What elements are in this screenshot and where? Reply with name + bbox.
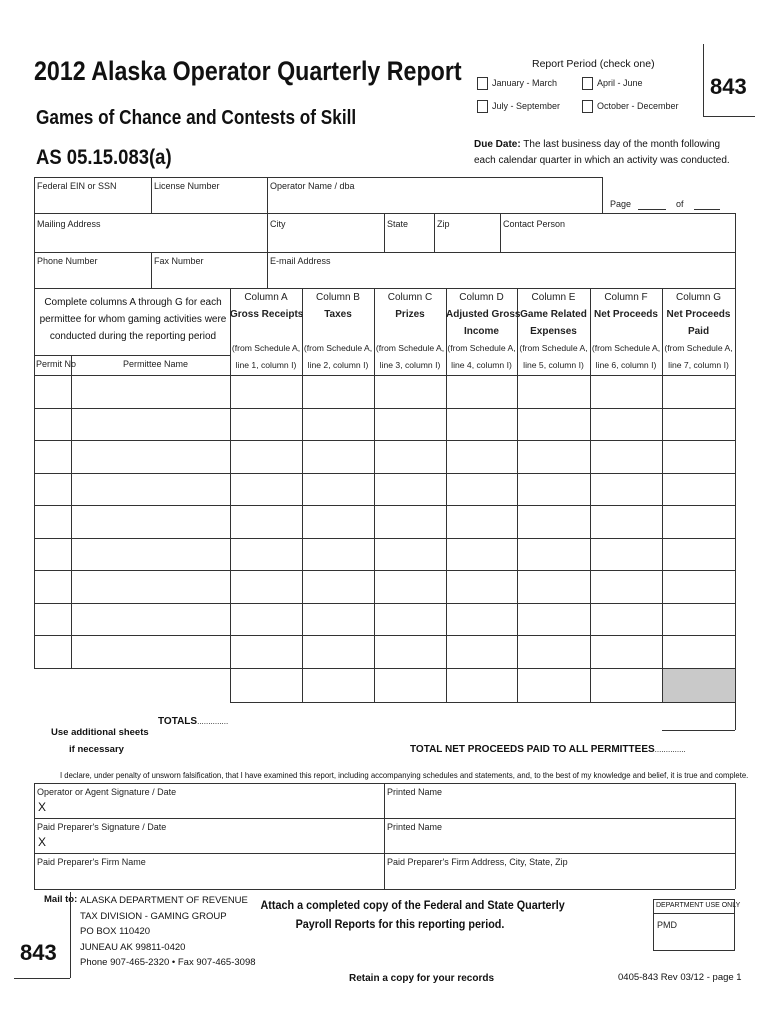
column-header-b: [302, 289, 374, 374]
operator-input[interactable]: [269, 192, 600, 211]
use-additional-line-2: if necessary: [69, 744, 124, 755]
table-cell[interactable]: [663, 441, 734, 472]
period-q4-label: October - December: [597, 101, 679, 111]
email-field-label: E-mail Address: [270, 256, 331, 266]
mail-to-label: Mail to:: [44, 894, 78, 905]
total-net-bottom-border: [662, 730, 735, 731]
table-cell[interactable]: [663, 474, 734, 505]
state-divider: [384, 213, 385, 252]
table-cell[interactable]: [518, 636, 589, 667]
column-header-col: Column F: [604, 292, 648, 303]
table-cell[interactable]: [72, 506, 229, 537]
table-cell[interactable]: [375, 539, 445, 570]
department-use-label: DEPARTMENT USE ONLY: [656, 902, 741, 909]
table-cell[interactable]: [447, 441, 516, 472]
table-cell[interactable]: [375, 474, 445, 505]
column-header-name2: Expenses: [530, 326, 577, 337]
address-line-4: JUNEAU AK 99811-0420: [80, 941, 186, 953]
table-cell[interactable]: [231, 604, 301, 635]
table-cell[interactable]: [447, 376, 516, 407]
table-column-divider: [735, 288, 736, 730]
fax-input[interactable]: [153, 268, 265, 287]
instructions-line-1: Complete columns A through G for each: [44, 297, 222, 308]
use-additional-line-1: Use additional sheets: [51, 727, 149, 738]
column-header-from2: line 3, column I): [379, 360, 441, 370]
period-q2-checkbox[interactable]: [582, 77, 593, 90]
sig-mid-border: [384, 783, 385, 889]
table-cell[interactable]: [72, 539, 229, 570]
address-line-5: Phone 907-465-2320 • Fax 907-465-3098: [80, 957, 256, 969]
table-cell[interactable]: [375, 441, 445, 472]
totals-bottom-border: [230, 702, 735, 703]
city-divider: [267, 213, 268, 252]
table-cell[interactable]: [303, 474, 373, 505]
phone-divider: [151, 252, 152, 288]
due-date-text-1: The last business day of the month following: [523, 139, 721, 150]
table-cell[interactable]: [231, 376, 301, 407]
table-cell[interactable]: [72, 409, 229, 440]
table-cell[interactable]: [447, 539, 516, 570]
sig-right-border: [735, 783, 736, 889]
table-cell[interactable]: [303, 409, 373, 440]
mailing-input[interactable]: [36, 231, 265, 250]
printed-name-label: Printed Name: [387, 787, 443, 797]
column-header-c: [374, 289, 446, 374]
table-cell[interactable]: [35, 571, 70, 602]
printed-name-2-label: Printed Name: [387, 822, 443, 832]
page-subtitle: Games of Chance and Contests of Skill: [36, 107, 357, 129]
info-right-border: [735, 213, 736, 288]
table-cell[interactable]: [35, 441, 70, 472]
column-header-from1: (from Schedule A,: [375, 343, 445, 353]
table-cell[interactable]: [518, 539, 589, 570]
instructions-line-2: permittee for whom gaming activities were: [39, 314, 227, 325]
table-cell[interactable]: [303, 441, 373, 472]
table-cell[interactable]: [518, 506, 589, 537]
totals-cell[interactable]: [375, 669, 445, 701]
period-q2-label: April - June: [597, 78, 643, 88]
table-cell[interactable]: [72, 474, 229, 505]
info-row3-border: [34, 252, 735, 253]
printed-name-input[interactable]: [386, 799, 733, 817]
permit-header-divider: [34, 355, 230, 356]
operator-sig-x: X: [38, 800, 47, 814]
footer-form-number: 843: [20, 940, 57, 965]
column-header-from1: (from Schedule A,: [447, 343, 516, 353]
fax-field-label: Fax Number: [154, 256, 204, 266]
column-header-from1: (from Schedule A,: [591, 343, 661, 353]
table-cell[interactable]: [72, 604, 229, 635]
table-cell[interactable]: [35, 539, 70, 570]
table-cell[interactable]: [663, 376, 734, 407]
table-cell[interactable]: [663, 604, 734, 635]
due-date-text-2: each calendar quarter in which an activity was conducted.: [474, 155, 730, 166]
due-date: [474, 137, 730, 169]
column-header-col: Column G: [675, 292, 721, 303]
column-header-name1: Net Proceeds: [594, 309, 658, 320]
contact-input[interactable]: [502, 231, 733, 250]
table-cell[interactable]: [591, 409, 661, 440]
table-cell[interactable]: [35, 604, 70, 635]
table-cell[interactable]: [447, 506, 516, 537]
mail-to-divider: [70, 892, 71, 978]
mailing-address-block: [80, 893, 256, 971]
column-header-from2: line 6, column I): [595, 360, 657, 370]
column-header-name2: Paid: [687, 326, 710, 337]
table-cell[interactable]: [591, 441, 661, 472]
table-cell[interactable]: [375, 604, 445, 635]
column-header-from1: (from Schedule A,: [231, 343, 301, 353]
table-cell[interactable]: [447, 474, 516, 505]
table-cell[interactable]: [375, 409, 445, 440]
table-cell[interactable]: [591, 506, 661, 537]
column-header-from1: (from Schedule A,: [303, 343, 373, 353]
info-left-border: [34, 177, 35, 288]
operator-field-label: Operator Name / dba: [270, 181, 355, 191]
table-cell[interactable]: [231, 506, 301, 537]
totals-cell[interactable]: [231, 669, 301, 701]
table-cell[interactable]: [518, 376, 589, 407]
operator-sig-label: Operator or Agent Signature / Date: [37, 787, 177, 797]
address-line-3: PO BOX 110420: [80, 926, 151, 938]
ein-divider: [151, 177, 152, 213]
table-cell[interactable]: [447, 409, 516, 440]
zip-field-label: Zip: [437, 219, 450, 229]
table-cell[interactable]: [231, 636, 301, 667]
table-cell[interactable]: [303, 376, 373, 407]
phone-input[interactable]: [36, 268, 149, 287]
table-cell[interactable]: [231, 409, 301, 440]
table-cell[interactable]: [303, 506, 373, 537]
totals-cell[interactable]: [518, 669, 589, 701]
operator-right-border: [602, 177, 603, 213]
column-header-name1: Game Related: [520, 309, 587, 320]
declaration-text: I declare, under penalty of unsworn falsification, that I have examined this report, including accompanying schedules and statements, and, to the best of my knowledge and belief, it is true and complete.: [60, 770, 749, 780]
table-top-border: [34, 288, 735, 289]
instructions-line-3: conducted during the reporting period: [49, 331, 217, 342]
table-cell[interactable]: [72, 571, 229, 602]
firm-name-label: Paid Preparer's Firm Name: [37, 857, 146, 867]
table-cell[interactable]: [303, 604, 373, 635]
city-input[interactable]: [269, 231, 382, 250]
page-input-line[interactable]: [638, 209, 666, 210]
of-input-line[interactable]: [694, 209, 720, 210]
table-cell[interactable]: [231, 539, 301, 570]
preparer-sig-input[interactable]: [52, 834, 382, 852]
period-q1-label: January - March: [492, 78, 558, 88]
column-header-name1: Adjusted Gross: [446, 309, 521, 320]
table-instructions: [36, 294, 230, 345]
firm-name-input[interactable]: [36, 869, 382, 887]
department-use-divider: [653, 913, 735, 914]
table-cell[interactable]: [591, 539, 661, 570]
form-number: 843: [710, 74, 747, 99]
zip-input[interactable]: [436, 231, 498, 250]
printed-name-2-input[interactable]: [386, 834, 733, 852]
ein-input[interactable]: [36, 192, 149, 211]
table-cell[interactable]: [303, 571, 373, 602]
table-cell[interactable]: [231, 474, 301, 505]
form-number-underline: [703, 116, 755, 117]
table-cell[interactable]: [447, 604, 516, 635]
period-q3-label: July - September: [492, 101, 561, 111]
column-header-col: Column E: [531, 292, 576, 303]
pmd-label: PMD: [657, 920, 677, 930]
table-cell[interactable]: [35, 409, 70, 440]
firm-address-input[interactable]: [386, 869, 733, 887]
totals-text: TOTALS: [158, 716, 198, 727]
table-cell[interactable]: [375, 376, 445, 407]
firm-address-label: Paid Preparer's Firm Address, City, State, Zip: [387, 857, 568, 867]
table-cell[interactable]: [72, 636, 229, 667]
of-label: of: [676, 199, 684, 209]
preparer-sig-label: Paid Preparer's Signature / Date: [37, 822, 167, 832]
table-cell[interactable]: [663, 636, 734, 667]
table-cell[interactable]: [35, 474, 70, 505]
retain-note: Retain a copy for your records: [349, 973, 495, 984]
totals-cell[interactable]: [303, 669, 373, 701]
statute-reference: AS 05.15.083(a): [36, 146, 172, 169]
column-header-col: Column C: [387, 292, 433, 303]
report-period-label: Report Period (check one): [532, 58, 655, 70]
table-cell[interactable]: [375, 636, 445, 667]
license-input[interactable]: [153, 192, 265, 211]
totals-column-g-shaded-cell: [663, 669, 735, 702]
column-header-d: [446, 289, 521, 374]
period-q4-checkbox[interactable]: [582, 100, 593, 113]
table-cell[interactable]: [231, 441, 301, 472]
totals-cell[interactable]: [447, 669, 516, 701]
table-cell[interactable]: [663, 409, 734, 440]
attach-line-2: Payroll Reports for this reporting period.: [295, 917, 505, 931]
footer-form-underline: [14, 978, 70, 979]
fax-divider: [267, 252, 268, 288]
use-additional-note: [51, 724, 149, 758]
table-cell[interactable]: [518, 409, 589, 440]
column-header-from2: line 2, column I): [307, 360, 369, 370]
table-cell[interactable]: [303, 636, 373, 667]
table-cell[interactable]: [663, 571, 734, 602]
revision-note: 0405-843 Rev 03/12 - page 1: [618, 972, 742, 983]
page-label: Page: [610, 199, 632, 209]
state-input[interactable]: [386, 231, 432, 250]
email-input[interactable]: [269, 268, 733, 287]
period-q3-checkbox[interactable]: [477, 100, 488, 113]
table-cell[interactable]: [518, 604, 589, 635]
totals-cell[interactable]: [591, 669, 661, 701]
mailing-field-label: Mailing Address: [37, 219, 101, 229]
total-net-dots: ..............: [654, 745, 686, 754]
totals-label: [158, 716, 228, 727]
permit-no-header: Permit No: [36, 359, 77, 369]
table-cell[interactable]: [35, 636, 70, 667]
table-cell[interactable]: [591, 636, 661, 667]
due-date-label: Due Date:: [474, 139, 521, 150]
table-cell[interactable]: [591, 474, 661, 505]
license-field-label: License Number: [154, 181, 220, 191]
column-header-name1: Prizes: [395, 309, 425, 320]
ein-field-label: Federal EIN or SSN: [37, 181, 117, 191]
column-header-from2: line 4, column I): [451, 360, 512, 370]
table-cell[interactable]: [663, 506, 734, 537]
table-cell[interactable]: [375, 571, 445, 602]
table-cell[interactable]: [375, 506, 445, 537]
sig-bottom-border: [34, 889, 735, 890]
column-header-name2: Income: [463, 326, 499, 337]
column-header-from2: line 7, column I): [668, 360, 729, 370]
total-net-label: [410, 744, 686, 755]
column-header-name1: Taxes: [324, 309, 352, 320]
info-top-border: [34, 177, 602, 178]
form-number-divider: [703, 44, 704, 116]
city-field-label: City: [270, 219, 286, 229]
sig-left-border: [34, 783, 35, 889]
address-line-1: ALASKA DEPARTMENT OF REVENUE: [80, 895, 248, 906]
column-header-e: [517, 289, 590, 374]
license-divider: [267, 177, 268, 213]
total-net-text: TOTAL NET PROCEEDS PAID TO ALL PERMITTEES: [410, 744, 655, 755]
period-q1-checkbox[interactable]: [477, 77, 488, 90]
table-cell[interactable]: [231, 571, 301, 602]
attach-line-1: Attach a completed copy of the Federal and State Quarterly: [260, 898, 565, 912]
column-header-from1: (from Schedule A,: [519, 343, 588, 353]
column-header-from2: line 1, column I): [235, 360, 297, 370]
table-cell[interactable]: [591, 571, 661, 602]
table-cell[interactable]: [663, 539, 734, 570]
table-cell[interactable]: [591, 376, 661, 407]
table-cell[interactable]: [303, 539, 373, 570]
column-header-from1: (from Schedule A,: [664, 343, 733, 353]
column-header-col: Column B: [316, 292, 360, 303]
totals-dots: ..............: [197, 717, 229, 726]
table-cell[interactable]: [447, 636, 516, 667]
page-title: 2012 Alaska Operator Quarterly Report: [34, 56, 462, 86]
table-cell[interactable]: [518, 571, 589, 602]
phone-field-label: Phone Number: [37, 256, 98, 266]
permittee-name-header: Permittee Name: [123, 359, 189, 369]
table-cell[interactable]: [35, 376, 70, 407]
table-cell[interactable]: [35, 506, 70, 537]
address-line-2: TAX DIVISION - GAMING GROUP: [80, 910, 227, 922]
zip-divider: [434, 213, 435, 252]
table-cell[interactable]: [518, 441, 589, 472]
table-cell[interactable]: [447, 571, 516, 602]
table-cell[interactable]: [591, 604, 661, 635]
column-header-f: [590, 289, 662, 374]
state-field-label: State: [387, 219, 409, 229]
contact-field-label: Contact Person: [503, 219, 566, 229]
column-header-col: Column A: [244, 292, 288, 303]
table-cell[interactable]: [518, 474, 589, 505]
contact-divider: [500, 213, 501, 252]
column-header-from2: line 5, column I): [523, 360, 584, 370]
column-header-name1: Net Proceeds: [666, 309, 731, 320]
attach-instructions: [260, 896, 565, 934]
column-header-col: Column D: [459, 292, 504, 303]
operator-sig-input[interactable]: [52, 799, 382, 817]
preparer-sig-x: X: [38, 835, 47, 849]
table-cell[interactable]: [72, 376, 229, 407]
column-header-a: [230, 289, 302, 374]
table-cell[interactable]: [72, 441, 229, 472]
column-header-name1: Gross Receipts: [230, 309, 304, 320]
total-net-proceeds-cell[interactable]: [663, 703, 734, 729]
column-header-g: [662, 289, 735, 374]
